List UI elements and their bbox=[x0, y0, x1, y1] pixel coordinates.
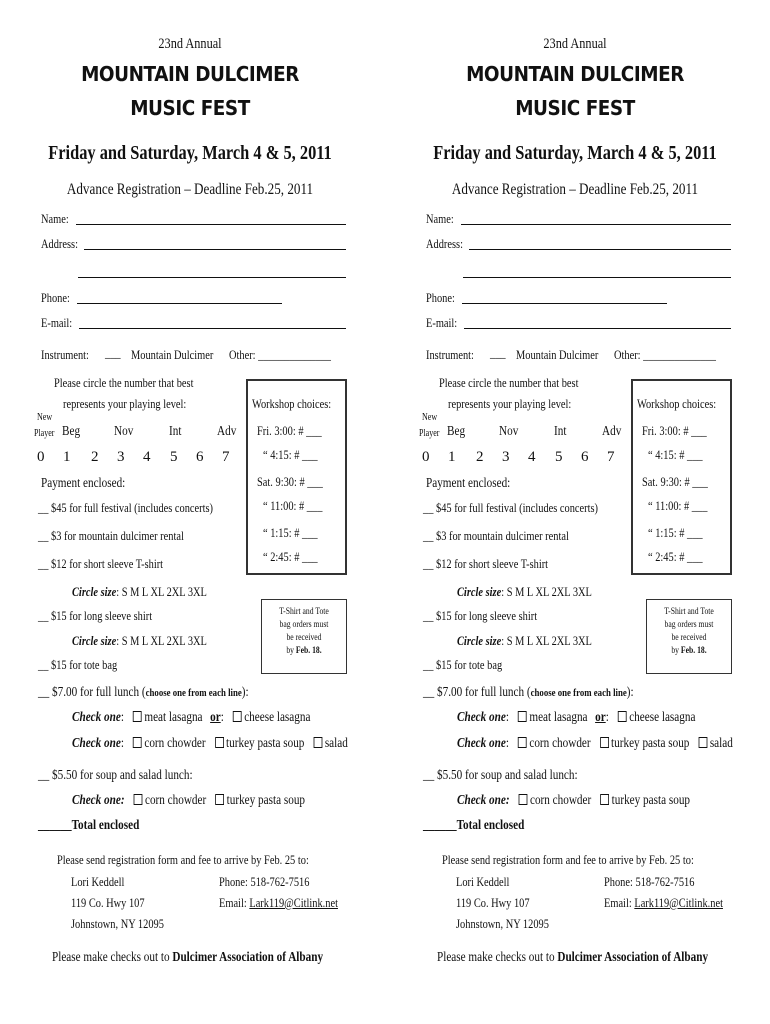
new-player-label-2: Player bbox=[419, 428, 440, 439]
festival-fee-line[interactable]: __ $45 for full festival (includes concerts) bbox=[423, 500, 599, 515]
level-4[interactable]: 4 bbox=[143, 449, 151, 465]
tshirt-fee-line[interactable]: __ $12 for short sleeve T-shirt bbox=[38, 556, 164, 571]
longsleeve-fee-line[interactable]: __ $15 for long sleeve shirt bbox=[423, 608, 538, 623]
order-note-line1: T-Shirt and Tote bbox=[664, 606, 714, 616]
new-player-label-2: Player bbox=[34, 428, 55, 439]
workshop-slot-fri-300[interactable]: Fri. 3:00: # ___ bbox=[257, 423, 322, 438]
order-note-line2: bag orders must bbox=[664, 619, 714, 629]
phone-field[interactable] bbox=[462, 303, 667, 304]
circle-size-label: Circle size bbox=[457, 633, 502, 648]
total-enclosed-row[interactable] bbox=[423, 819, 524, 833]
workshop-choices-box bbox=[631, 379, 732, 575]
total-blank: ______ bbox=[423, 818, 457, 833]
turkey-soup-label: turkey pasta soup bbox=[611, 793, 691, 808]
total-blank: ______ bbox=[38, 818, 72, 833]
contact-email-link[interactable]: Lark119@Citlink.net bbox=[634, 895, 723, 910]
meat-lasagna-label: meat lasagna bbox=[144, 710, 203, 725]
instrument-dulcimer-label: Mountain Dulcimer bbox=[131, 347, 214, 362]
level-instructions-line2: represents your playing level: bbox=[63, 396, 187, 411]
name-label: Name: bbox=[426, 211, 454, 226]
level-adv-label: Adv bbox=[217, 424, 237, 439]
order-note-line4: by Feb. 18. bbox=[286, 645, 322, 655]
annual-heading: 23nd Annual bbox=[158, 36, 222, 52]
name-field[interactable] bbox=[76, 224, 346, 225]
contact-street: 119 Co. Hwy 107 bbox=[456, 895, 530, 910]
level-int-label: Int bbox=[554, 424, 567, 439]
corn-chowder-checkbox-2[interactable] bbox=[519, 794, 528, 805]
level-2[interactable]: 2 bbox=[91, 449, 99, 465]
turkey-soup-checkbox[interactable] bbox=[215, 737, 224, 748]
festival-dates: Friday and Saturday, March 4 & 5, 2011 bbox=[433, 142, 717, 164]
address-field[interactable] bbox=[84, 249, 346, 250]
order-deadline-note bbox=[261, 599, 347, 674]
total-enclosed-row[interactable] bbox=[38, 819, 139, 833]
level-instructions-line1: Please circle the number that best bbox=[439, 375, 579, 390]
email-field[interactable] bbox=[79, 328, 346, 329]
turkey-soup-label: turkey pasta soup bbox=[226, 793, 306, 808]
contact-email-link[interactable]: Lark119@Citlink.net bbox=[249, 895, 338, 910]
address-field-line2[interactable] bbox=[463, 277, 731, 278]
contact-city: Johnstown, NY 12095 bbox=[71, 916, 164, 931]
total-label: Total enclosed bbox=[71, 818, 140, 833]
order-note-line2: bag orders must bbox=[279, 619, 329, 629]
level-0[interactable]: 0 bbox=[422, 449, 430, 465]
contact-name: Lori Keddell bbox=[71, 874, 125, 889]
check-one-label: Check one bbox=[457, 736, 506, 751]
level-instructions-line1: Please circle the number that best bbox=[54, 375, 194, 390]
tshirt-size-row[interactable] bbox=[457, 585, 592, 598]
instrument-dulcimer-label: Mountain Dulcimer bbox=[516, 347, 599, 362]
workshop-slot-sat-930[interactable]: Sat. 9:30: # ___ bbox=[257, 474, 323, 489]
level-3[interactable]: 3 bbox=[502, 449, 510, 465]
order-note-line3: be received bbox=[286, 632, 322, 642]
level-6[interactable]: 6 bbox=[196, 449, 204, 465]
size-options: : S M L XL 2XL 3XL bbox=[501, 584, 592, 599]
salad-checkbox[interactable] bbox=[314, 737, 323, 748]
registration-form-left bbox=[0, 0, 380, 1024]
contact-street: 119 Co. Hwy 107 bbox=[71, 895, 145, 910]
circle-size-label: Circle size bbox=[72, 633, 117, 648]
contact-city: Johnstown, NY 12095 bbox=[456, 916, 549, 931]
soup-salad-choice-row bbox=[457, 794, 690, 808]
check-one-label: Check one bbox=[457, 710, 506, 725]
totebag-fee-line[interactable]: __ $15 for tote bag bbox=[423, 657, 503, 672]
order-deadline-date: Feb. 18. bbox=[295, 645, 322, 655]
salad-checkbox[interactable] bbox=[699, 737, 708, 748]
level-5[interactable]: 5 bbox=[555, 449, 563, 465]
check-one-label: Check one bbox=[72, 710, 121, 725]
order-note-line3: be received bbox=[671, 632, 707, 642]
checks-payee: Dulcimer Association of Albany bbox=[557, 950, 709, 965]
level-7[interactable]: 7 bbox=[607, 449, 615, 465]
level-2[interactable]: 2 bbox=[476, 449, 484, 465]
corn-chowder-label: corn chowder bbox=[529, 736, 591, 751]
instrument-dulcimer-blank[interactable]: ___ bbox=[490, 345, 506, 360]
workshop-title: Workshop choices: bbox=[252, 396, 332, 411]
meat-lasagna-label: meat lasagna bbox=[529, 710, 588, 725]
soup-choice-row: Check one: corn chowder turkey pasta soup salad bbox=[72, 736, 348, 751]
address-label: Address: bbox=[41, 236, 78, 251]
email-label: E-mail: bbox=[41, 315, 73, 330]
festival-title-line2: MUSIC FEST bbox=[515, 96, 635, 120]
payment-enclosed-label: Payment enclosed: bbox=[426, 476, 511, 491]
checks-payee: Dulcimer Association of Albany bbox=[172, 950, 324, 965]
salad-label: salad bbox=[324, 736, 348, 751]
workshop-slot-sat-245[interactable]: “ 2:45: # ___ bbox=[648, 549, 703, 564]
festival-fee-line[interactable]: __ $45 for full festival (includes concerts) bbox=[38, 500, 214, 515]
size-options: : S M L XL 2XL 3XL bbox=[116, 633, 207, 648]
level-nov-label: Nov bbox=[499, 424, 519, 439]
circle-size-label: Circle size bbox=[457, 584, 502, 599]
workshop-choices-box bbox=[246, 379, 347, 575]
level-beg-label: Beg bbox=[447, 424, 466, 439]
corn-chowder-label: corn chowder bbox=[144, 793, 207, 808]
level-1[interactable]: 1 bbox=[63, 449, 71, 465]
turkey-soup-checkbox-2[interactable] bbox=[215, 794, 224, 805]
workshop-title: Workshop choices: bbox=[637, 396, 717, 411]
longsleeve-size-row[interactable] bbox=[72, 634, 207, 647]
level-nov-label: Nov bbox=[114, 424, 134, 439]
festival-dates: Friday and Saturday, March 4 & 5, 2011 bbox=[48, 142, 332, 164]
order-deadline-note bbox=[646, 599, 732, 674]
rental-fee-line[interactable]: __ $3 for mountain dulcimer rental bbox=[423, 528, 569, 543]
email-field[interactable] bbox=[464, 328, 731, 329]
send-instructions: Please send registration form and fee to arrive by Feb. 25 to: bbox=[57, 852, 309, 867]
size-options: : S M L XL 2XL 3XL bbox=[116, 584, 207, 599]
circle-size-label: Circle size bbox=[72, 584, 117, 599]
level-int-label: Int bbox=[169, 424, 182, 439]
full-lunch-note: choose one from each line bbox=[530, 687, 627, 699]
size-options: : S M L XL 2XL 3XL bbox=[501, 633, 592, 648]
full-lunch-note: choose one from each line bbox=[145, 687, 242, 699]
turkey-soup-label: turkey pasta soup bbox=[226, 736, 305, 751]
lasagna-choice-row: Check one: meat lasagna or: cheese lasagna bbox=[72, 710, 311, 725]
corn-chowder-checkbox[interactable] bbox=[518, 737, 527, 748]
workshop-slot-sat-115[interactable]: “ 1:15: # ___ bbox=[648, 525, 703, 540]
corn-chowder-label: corn chowder bbox=[529, 793, 592, 808]
instrument-other-field[interactable]: Other: ______________ bbox=[229, 347, 331, 362]
contact-name: Lori Keddell bbox=[456, 874, 510, 889]
lasagna-choice-row: Check one: meat lasagna or: cheese lasagna bbox=[457, 710, 696, 725]
level-7[interactable]: 7 bbox=[222, 449, 230, 465]
contact-phone: Phone: 518-762-7516 bbox=[604, 874, 695, 889]
workshop-slot-fri-300[interactable]: Fri. 3:00: # ___ bbox=[642, 423, 707, 438]
phone-field[interactable] bbox=[77, 303, 282, 304]
payment-enclosed-label: Payment enclosed: bbox=[41, 476, 126, 491]
workshop-slot-sat-1100[interactable]: “ 11:00: # ___ bbox=[263, 498, 323, 513]
address-label: Address: bbox=[426, 236, 463, 251]
name-label: Name: bbox=[41, 211, 69, 226]
soup-salad-lunch-line[interactable]: __ $5.50 for soup and salad lunch: bbox=[423, 768, 578, 783]
phone-label: Phone: bbox=[41, 290, 70, 305]
advance-registration: Advance Registration – Deadline Feb.25, 2011 bbox=[66, 181, 314, 198]
festival-title-line2: MUSIC FEST bbox=[130, 96, 250, 120]
turkey-soup-checkbox[interactable] bbox=[600, 737, 609, 748]
soup-salad-choice-row bbox=[72, 794, 305, 808]
soup-salad-lunch-line[interactable]: __ $5.50 for soup and salad lunch: bbox=[38, 768, 193, 783]
tshirt-fee-line[interactable]: __ $12 for short sleeve T-shirt bbox=[423, 556, 549, 571]
name-field[interactable] bbox=[461, 224, 731, 225]
meat-lasagna-checkbox[interactable] bbox=[133, 711, 142, 722]
workshop-slot-sat-930[interactable]: Sat. 9:30: # ___ bbox=[642, 474, 708, 489]
instrument-other-field[interactable]: Other: ______________ bbox=[614, 347, 716, 362]
soup-choice-row: Check one: corn chowder turkey pasta soup salad bbox=[457, 736, 733, 751]
new-player-label-1: New bbox=[422, 412, 438, 423]
level-1[interactable]: 1 bbox=[448, 449, 456, 465]
order-note-line4: by Feb. 18. bbox=[671, 645, 707, 655]
order-deadline-date: Feb. 18. bbox=[680, 645, 707, 655]
corn-chowder-label: corn chowder bbox=[144, 736, 206, 751]
level-5[interactable]: 5 bbox=[170, 449, 178, 465]
or-label: or bbox=[210, 710, 221, 725]
instrument-label: Instrument: bbox=[426, 347, 474, 362]
full-lunch-line[interactable]: __ $7.00 for full lunch (choose one from each line): bbox=[423, 685, 634, 700]
annual-heading: 23nd Annual bbox=[543, 36, 607, 52]
new-player-label-1: New bbox=[37, 412, 53, 423]
level-6[interactable]: 6 bbox=[581, 449, 589, 465]
workshop-slot-fri-415[interactable]: “ 4:15: # ___ bbox=[648, 447, 703, 462]
level-3[interactable]: 3 bbox=[117, 449, 125, 465]
contact-email-row: Email: Lark119@Citlink.net bbox=[604, 895, 723, 910]
rental-fee-line[interactable]: __ $3 for mountain dulcimer rental bbox=[38, 528, 184, 543]
level-beg-label: Beg bbox=[62, 424, 81, 439]
advance-registration: Advance Registration – Deadline Feb.25, 2011 bbox=[451, 181, 699, 198]
phone-label: Phone: bbox=[426, 290, 455, 305]
festival-title-line1: MOUNTAIN DULCIMER bbox=[466, 62, 684, 86]
turkey-soup-label: turkey pasta soup bbox=[611, 736, 690, 751]
turkey-soup-checkbox-2[interactable] bbox=[600, 794, 609, 805]
check-one-label: Check one bbox=[72, 736, 121, 751]
checks-payable-line: Please make checks out to Dulcimer Association of Albany bbox=[437, 950, 709, 965]
contact-email-row: Email: Lark119@Citlink.net bbox=[219, 895, 338, 910]
cheese-lasagna-checkbox[interactable] bbox=[618, 711, 627, 722]
salad-label: salad bbox=[709, 736, 733, 751]
workshop-slot-sat-245[interactable]: “ 2:45: # ___ bbox=[263, 549, 318, 564]
registration-form-right bbox=[385, 0, 765, 1024]
instrument-label: Instrument: bbox=[41, 347, 89, 362]
corn-chowder-checkbox-2[interactable] bbox=[134, 794, 143, 805]
contact-phone: Phone: 518-762-7516 bbox=[219, 874, 310, 889]
address-field[interactable] bbox=[469, 249, 731, 250]
level-instructions-line2: represents your playing level: bbox=[448, 396, 572, 411]
longsleeve-size-row[interactable] bbox=[457, 634, 592, 647]
meat-lasagna-checkbox[interactable] bbox=[518, 711, 527, 722]
tshirt-size-row[interactable] bbox=[72, 585, 207, 598]
festival-title-line1: MOUNTAIN DULCIMER bbox=[81, 62, 299, 86]
instrument-dulcimer-blank[interactable]: ___ bbox=[105, 345, 121, 360]
cheese-lasagna-label: cheese lasagna bbox=[629, 710, 696, 725]
full-lunch-line[interactable]: __ $7.00 for full lunch (choose one from each line): bbox=[38, 685, 249, 700]
workshop-slot-sat-1100[interactable]: “ 11:00: # ___ bbox=[648, 498, 708, 513]
workshop-slot-fri-415[interactable]: “ 4:15: # ___ bbox=[263, 447, 318, 462]
cheese-lasagna-label: cheese lasagna bbox=[244, 710, 311, 725]
order-note-line1: T-Shirt and Tote bbox=[279, 606, 329, 616]
email-label: E-mail: bbox=[426, 315, 458, 330]
send-instructions: Please send registration form and fee to arrive by Feb. 25 to: bbox=[442, 852, 694, 867]
address-field-line2[interactable] bbox=[78, 277, 346, 278]
level-0[interactable]: 0 bbox=[37, 449, 45, 465]
or-label: or bbox=[595, 710, 606, 725]
check-one-label: Check one: bbox=[72, 793, 125, 808]
check-one-label: Check one: bbox=[457, 793, 510, 808]
longsleeve-fee-line[interactable]: __ $15 for long sleeve shirt bbox=[38, 608, 153, 623]
corn-chowder-checkbox[interactable] bbox=[133, 737, 142, 748]
level-4[interactable]: 4 bbox=[528, 449, 536, 465]
total-label: Total enclosed bbox=[456, 818, 525, 833]
level-adv-label: Adv bbox=[602, 424, 622, 439]
workshop-slot-sat-115[interactable]: “ 1:15: # ___ bbox=[263, 525, 318, 540]
totebag-fee-line[interactable]: __ $15 for tote bag bbox=[38, 657, 118, 672]
checks-payable-line: Please make checks out to Dulcimer Association of Albany bbox=[52, 950, 324, 965]
cheese-lasagna-checkbox[interactable] bbox=[233, 711, 242, 722]
